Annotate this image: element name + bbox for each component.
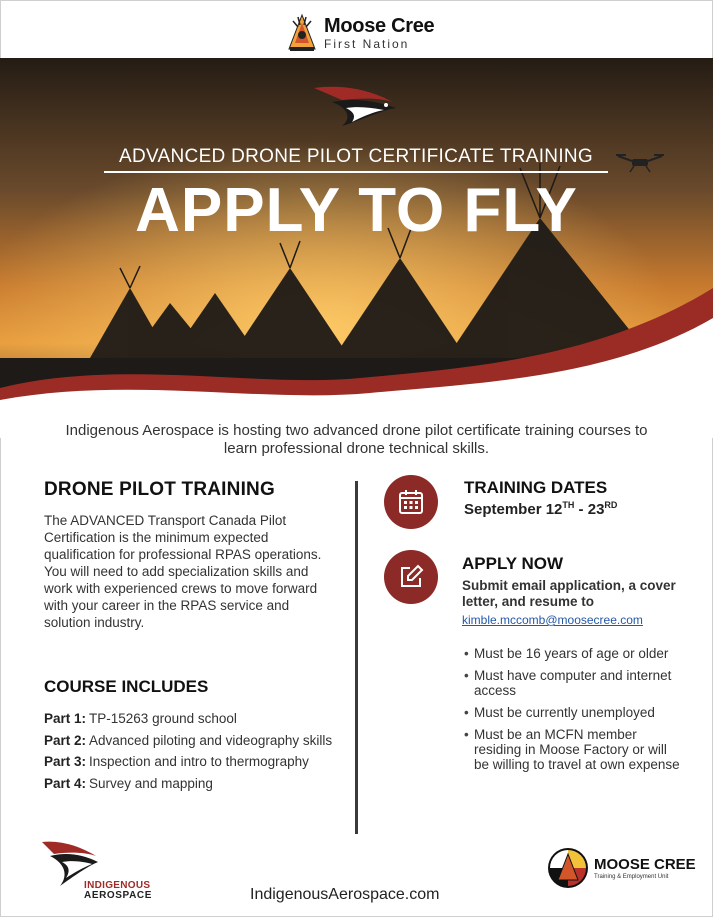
- intro-text: Indigenous Aerospace is hosting two advanced drone pilot certificate training courses to learn professional drone technical skills.: [65, 422, 648, 457]
- mc-logo-line2: Training & Employment Unit: [594, 873, 669, 880]
- mc-logo-line1: MOOSE CREE: [594, 855, 696, 873]
- course-part-item: [44, 776, 334, 793]
- course-part-text: TP-15263 ground school: [89, 711, 237, 726]
- requirement-item: • Must be 16 years of age or older: [464, 646, 684, 661]
- org-name-line1: Moose Cree: [324, 15, 435, 37]
- calendar-icon: [384, 475, 438, 529]
- hero-title: APPLY TO FLY: [135, 176, 578, 245]
- moose-cree-logo: [286, 10, 446, 56]
- course-part-label: Part 4:: [44, 775, 87, 791]
- requirement-item: • Must have computer and internet access: [464, 668, 684, 698]
- end-date-suffix: RD: [604, 500, 618, 510]
- course-part-label: Part 1:: [44, 711, 87, 726]
- end-date: 23: [587, 501, 605, 518]
- column-divider: [355, 481, 358, 834]
- email-link[interactable]: kimble.mccomb@moosecree.com: [462, 613, 643, 627]
- org-name-line2: First Nation: [324, 37, 410, 51]
- website-url: IndigenousAerospace.com: [250, 886, 440, 903]
- moose-cree-employment-logo: [546, 846, 696, 890]
- course-includes-heading: COURSE INCLUDES: [44, 677, 209, 696]
- moose-cree-emblem-icon: [286, 13, 318, 53]
- course-part-item: [44, 711, 334, 728]
- requirement-item: • Must be an MCFN member residing in Moose Factory or will be willing to travel at own expense: [464, 727, 684, 772]
- course-parts-list: [44, 711, 334, 797]
- hero-subtitle: ADVANCED DRONE PILOT CERTIFICATE TRAINING: [119, 146, 593, 167]
- course-part-item: [44, 754, 334, 771]
- start-date-suffix: TH: [562, 500, 575, 510]
- training-dates-heading: TRAINING DATES: [464, 478, 608, 497]
- medicine-wheel-icon: [546, 846, 590, 890]
- drone-training-heading: DRONE PILOT TRAINING: [44, 479, 275, 500]
- requirements-list: [464, 646, 684, 779]
- requirement-item: • Must be currently unemployed: [464, 705, 684, 720]
- ia-logo-line1: INDIGENOUS: [84, 880, 151, 891]
- drone-training-description: The ADVANCED Transport Canada Pilot Certification is the minimum expected qualification for professional RPAS operations. You will need to add specialization skills and work with experienced crews to move forward with your career in the RPAS service and solution industry.: [44, 513, 322, 630]
- start-date: September 12: [464, 501, 563, 518]
- edit-icon: [384, 550, 438, 604]
- hero-divider: [104, 171, 608, 173]
- course-part-label: Part 3:: [44, 754, 87, 769]
- ia-logo-line2: AEROSPACE: [84, 890, 153, 901]
- training-dates-value: [464, 500, 617, 518]
- course-part-item: [44, 733, 334, 750]
- course-part-label: Part 2:: [44, 732, 87, 748]
- hero-banner: [0, 58, 713, 438]
- drone-icon: [616, 150, 664, 174]
- course-part-text: Inspection and intro to thermography: [89, 754, 309, 769]
- date-separator: -: [574, 501, 588, 518]
- eagle-logo-icon: [312, 80, 404, 130]
- apply-now-heading: APPLY NOW: [462, 554, 564, 573]
- course-part-text: Survey and mapping: [89, 775, 213, 791]
- apply-instructions: Submit email application, a cover letter, and resume to: [462, 578, 676, 609]
- course-part-text: Advanced piloting and videography skills: [89, 732, 333, 748]
